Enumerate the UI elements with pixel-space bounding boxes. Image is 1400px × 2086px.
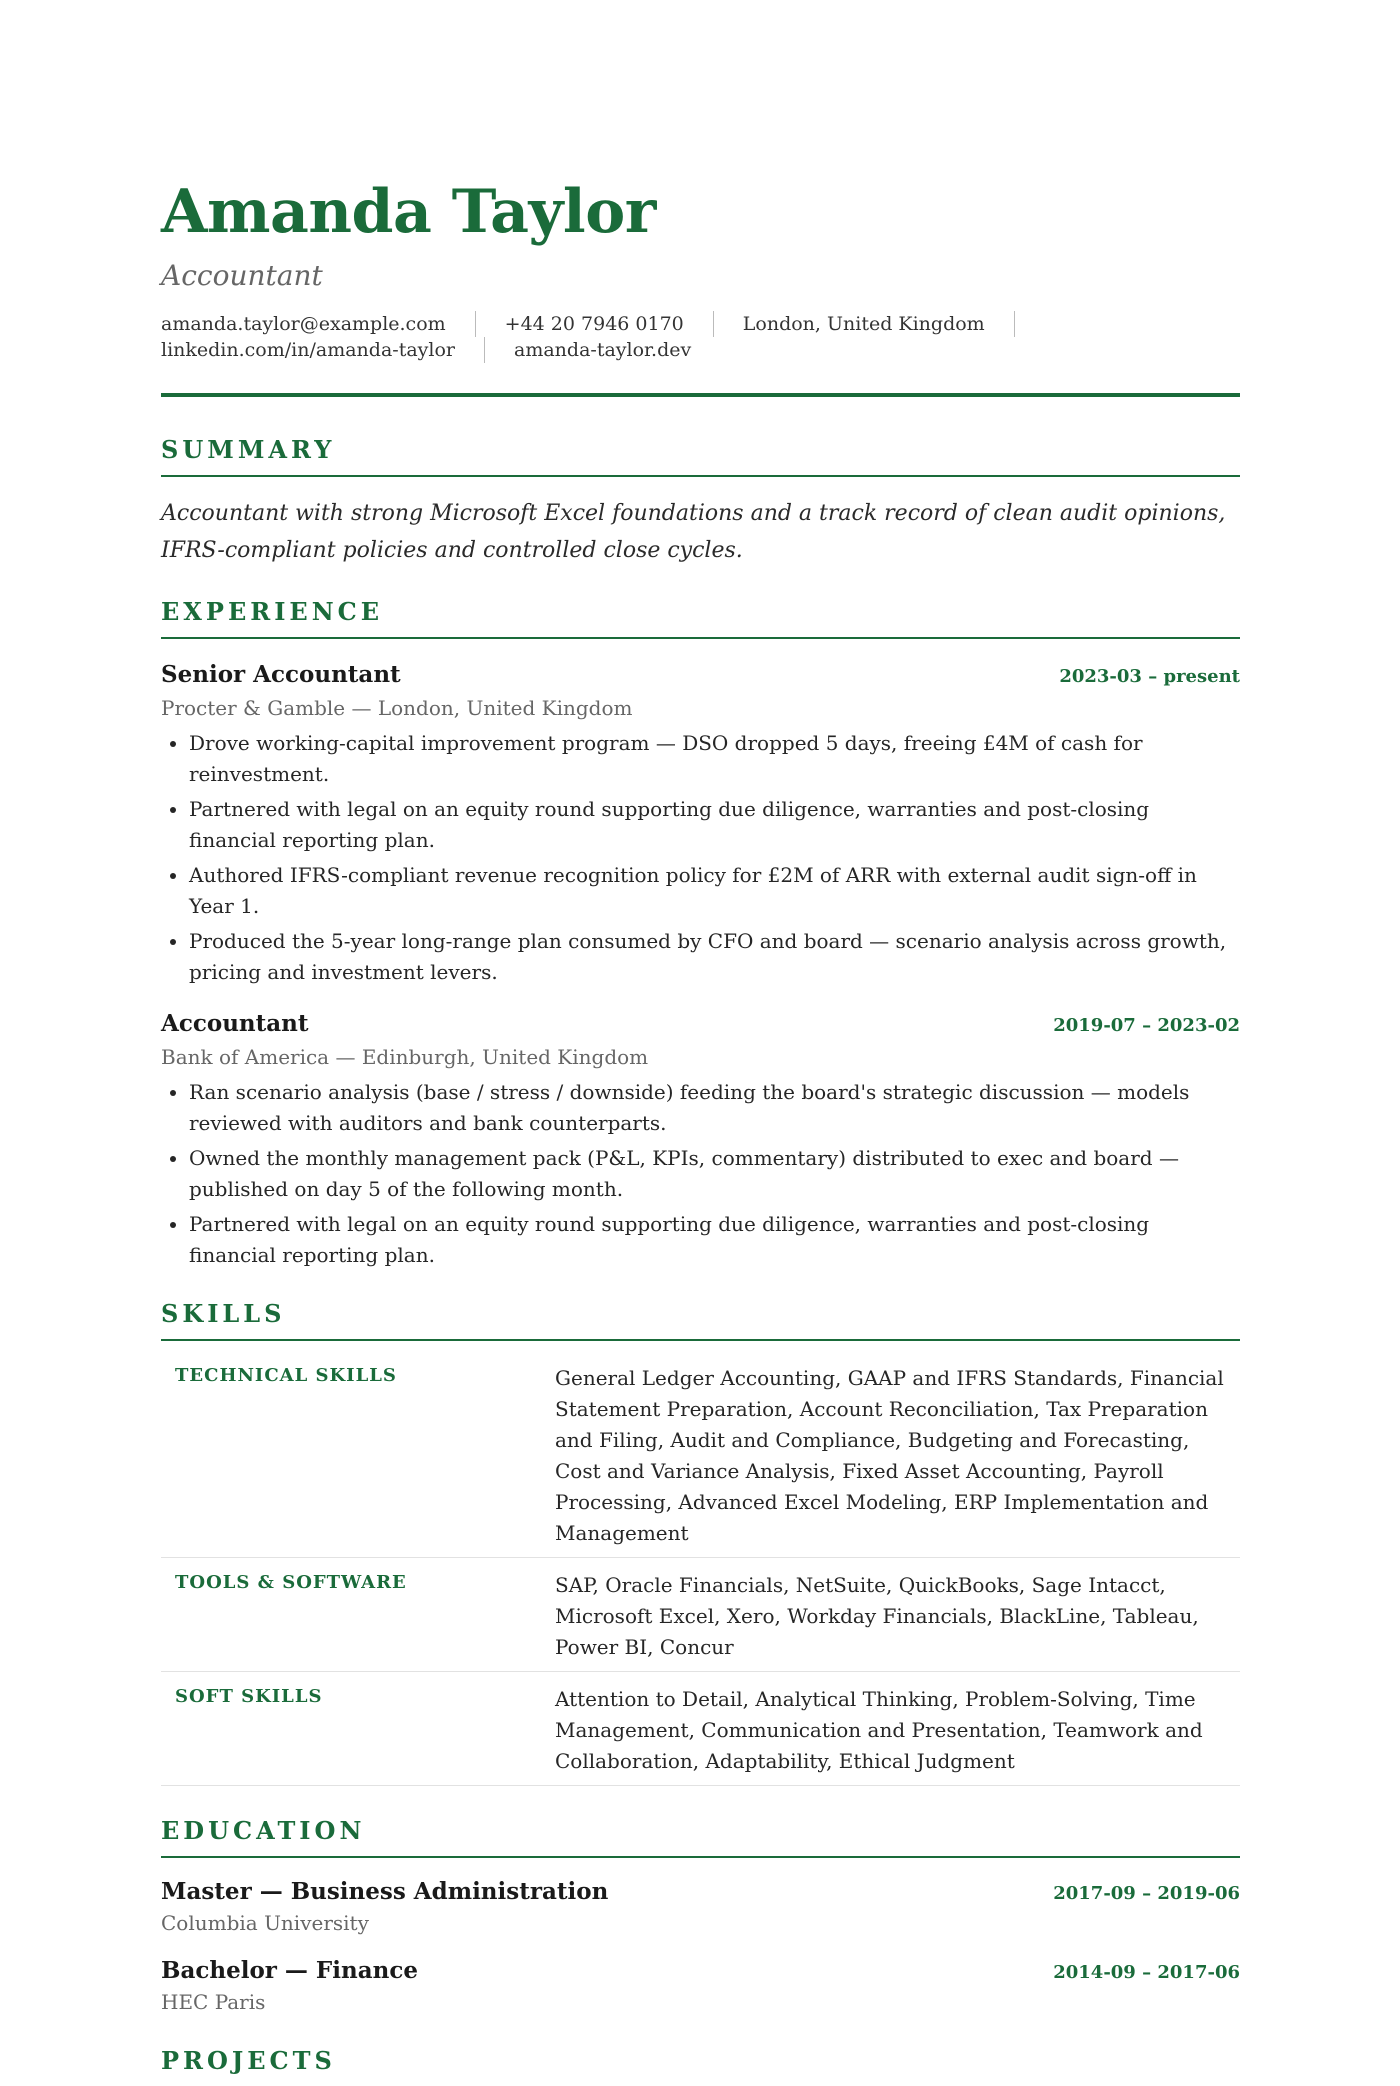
job-bullets — [161, 728, 1240, 988]
skill-items: General Ledger Accounting, GAAP and IFRS Standards, Financial Statement Preparation, Account Reconciliation, Tax Preparation and Filing, Audit and Compliance, Budgeting and Forecasting, Cost and Variance Analysis, Fixed Asset Accounting, Payroll Processing, Advanced Excel Modeling, ERP Implementation and Management — [555, 1366, 1224, 1545]
candidate-role: Accountant — [161, 259, 323, 292]
skills-table — [161, 1351, 1240, 1786]
job-bullet: • Owned the monthly management pack (P&L, KPIs, commentary) distributed to exec and board — published on day 5 of the following month. — [189, 1143, 1240, 1205]
education-school: HEC Paris — [161, 1990, 266, 2014]
summary-text: Accountant with strong Microsoft Excel foundations and a track record of clean audit opinions, IFRS-compliant policies and controlled close cycles. — [161, 501, 1226, 563]
section-title-education: EDUCATION — [161, 1816, 1240, 1858]
candidate-name: Amanda Taylor — [161, 177, 656, 247]
job-bullet: • Authored IFRS-compliant revenue recognition policy for £2M of ARR with external audit sign-off in Year 1. — [189, 860, 1240, 922]
job-bullet: • Produced the 5-year long-range plan consumed by CFO and board — scenario analysis across growth, pricing and investment levers. — [189, 926, 1240, 988]
skill-category: TOOLS & SOFTWARE — [175, 1572, 407, 1593]
contact-row-1 — [161, 311, 1061, 337]
job-title: Senior Accountant — [161, 661, 401, 688]
section-title-experience: EXPERIENCE — [161, 597, 1240, 639]
contact-location: London, United Kingdom — [743, 311, 1015, 337]
job-bullet: • Drove working-capital improvement program — DSO dropped 5 days, freeing £4M of cash for reinvestment. — [189, 728, 1240, 790]
section-title-skills: SKILLS — [161, 1299, 1240, 1341]
skill-row — [161, 1672, 1240, 1786]
education-date: 2017-09 – 2019-06 — [1053, 1883, 1240, 1904]
skill-items: SAP, Oracle Financials, NetSuite, QuickBooks, Sage Intacct, Microsoft Excel, Xero, Workday Financials, BlackLine, Tableau, Power BI, Concur — [555, 1573, 1199, 1659]
skill-row — [161, 1558, 1240, 1672]
contact-info — [161, 311, 1061, 363]
job-bullet: • Partnered with legal on an equity round supporting due diligence, warranties and post-closing financial reporting plan. — [189, 1209, 1240, 1271]
job-bullet: • Partnered with legal on an equity round supporting due diligence, warranties and post-closing financial reporting plan. — [189, 794, 1240, 856]
contact-email[interactable]: amanda.taylor@example.com — [161, 311, 476, 337]
education-school: Columbia University — [161, 1911, 369, 1935]
education-entry — [161, 1878, 1240, 1937]
education-degree: Master — Business Administration — [161, 1878, 609, 1905]
job-organization: Bank of America — Edinburgh, United Kingdom — [161, 1045, 649, 1069]
job-organization: Procter & Gamble — London, United Kingdom — [161, 696, 633, 720]
section-title-projects: PROJECTS — [161, 2046, 336, 2075]
education-entry — [161, 1957, 1240, 2016]
skill-category: TECHNICAL SKILLS — [175, 1365, 397, 1386]
contact-linkedin[interactable]: linkedin.com/in/amanda-taylor — [161, 337, 485, 363]
education-degree: Bachelor — Finance — [161, 1957, 418, 1984]
education-date: 2014-09 – 2017-06 — [1053, 1962, 1240, 1983]
job-date: 2023-03 – present — [1059, 666, 1240, 687]
skill-category: SOFT SKILLS — [175, 1686, 323, 1707]
contact-phone[interactable]: +44 20 7946 0170 — [505, 311, 714, 337]
section-title-summary: SUMMARY — [161, 435, 1240, 477]
skill-row — [161, 1351, 1240, 1558]
job-title: Accountant — [161, 1010, 309, 1037]
skill-items: Attention to Detail, Analytical Thinking, Problem-Solving, Time Management, Communication and Presentation, Teamwork and Collaboration, Adaptability, Ethical Judgment — [555, 1687, 1203, 1773]
contact-website[interactable]: amanda-taylor.dev — [514, 339, 692, 361]
job-bullets — [161, 1077, 1240, 1271]
job-bullet: • Ran scenario analysis (base / stress / downside) feeding the board's strategic discussion — models reviewed with auditors and bank counterparts. — [189, 1077, 1240, 1139]
header-divider — [161, 393, 1240, 397]
job-date: 2019-07 – 2023-02 — [1053, 1015, 1240, 1036]
experience-entry — [161, 661, 1240, 988]
experience-entry — [161, 1010, 1240, 1271]
contact-row-2 — [161, 337, 1061, 363]
